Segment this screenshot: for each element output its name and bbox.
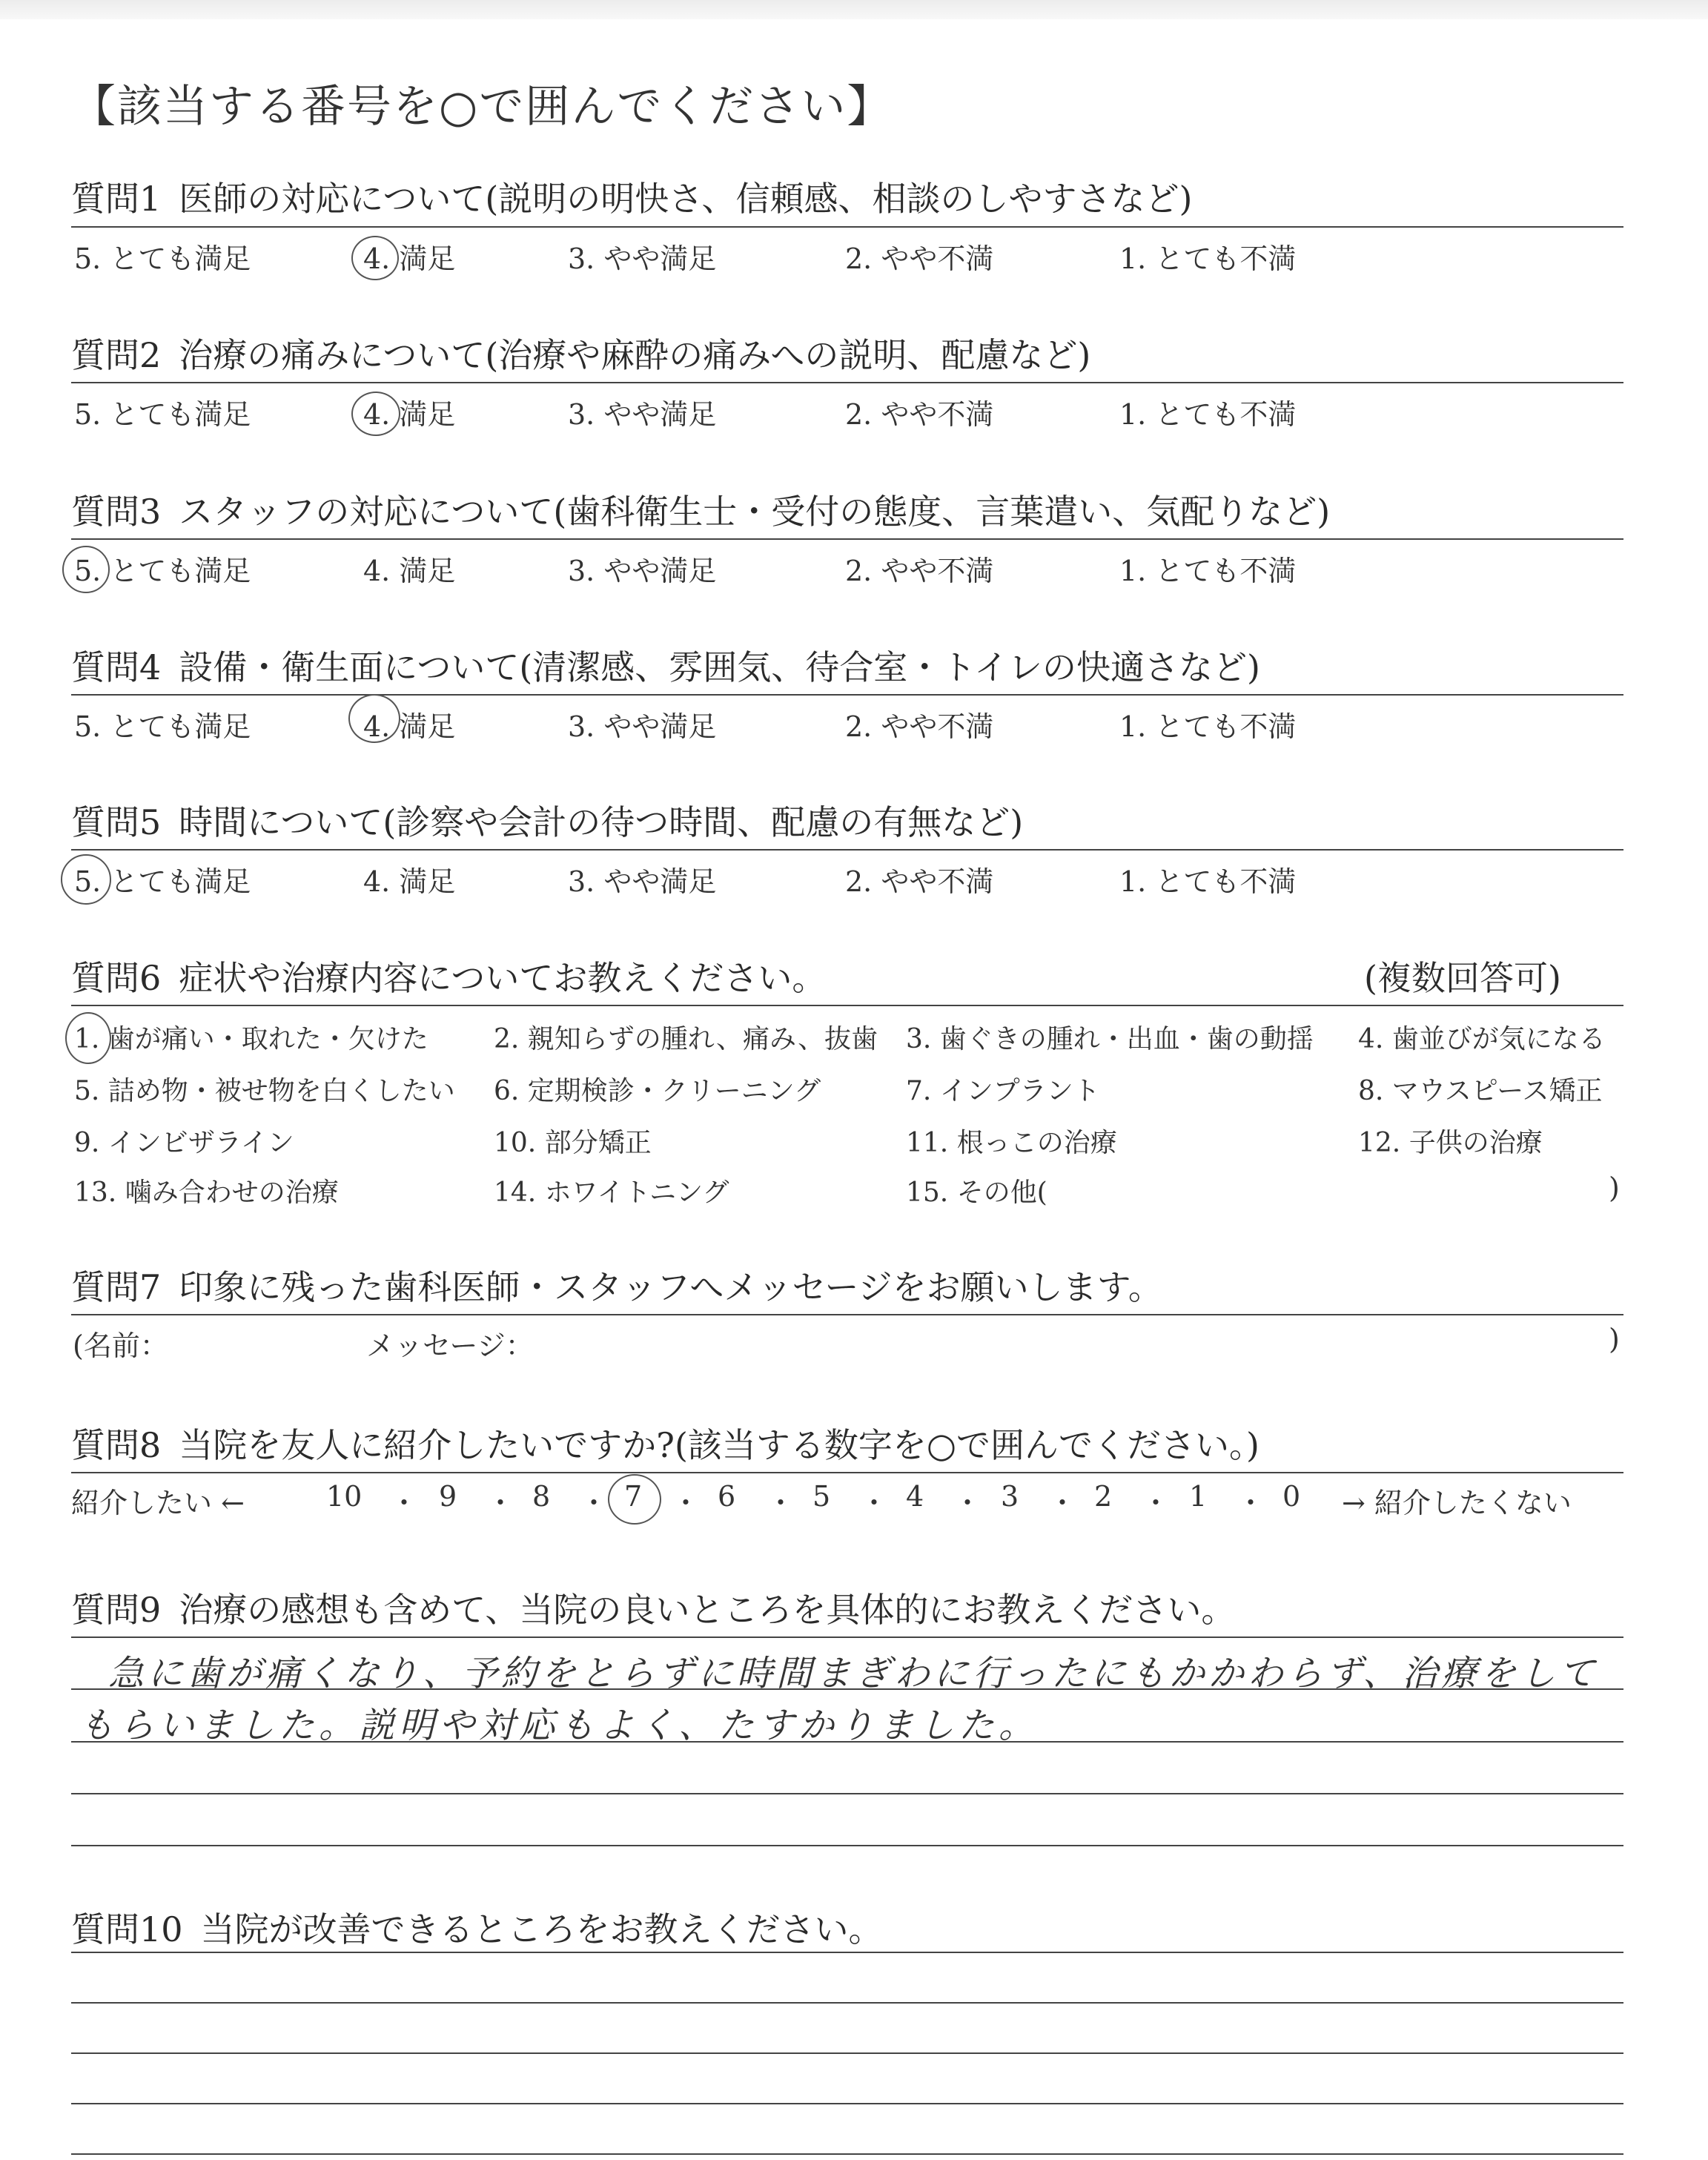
question-2: [71, 328, 1090, 377]
q6-option-2[interactable]: 2. 親知らずの腫れ、痛み、抜歯: [494, 1024, 878, 1054]
question-rule: [71, 1952, 1623, 1953]
scale-dot: ・: [767, 1487, 795, 1519]
question-rule: [71, 694, 1623, 696]
question-rule: [71, 1314, 1623, 1315]
answer-line: [71, 2153, 1623, 2155]
q5-option-3[interactable]: 3. やや満足: [568, 865, 717, 898]
question-text: 当院が改善できるところをお教えください。: [200, 1909, 883, 1949]
question-label: 質問5: [71, 802, 162, 842]
q5-option-1[interactable]: 1. とても不満: [1119, 865, 1297, 898]
scale-dot: ・: [580, 1487, 609, 1519]
question-text: 治療の痛みについて(治療や麻酔の痛みへの説明、配慮など): [179, 335, 1091, 375]
q6-option-8[interactable]: 8. マウスピース矯正: [1358, 1076, 1603, 1106]
scale-dot: ・: [1237, 1487, 1265, 1519]
question-label: 質問1: [71, 179, 162, 219]
q6-option-12[interactable]: 12. 子供の治療: [1358, 1128, 1543, 1158]
q1-option-2[interactable]: 2. やや不満: [845, 242, 994, 275]
q6-option-3[interactable]: 3. 歯ぐきの腫れ・出血・歯の動揺: [906, 1024, 1314, 1054]
question-9: [71, 1583, 1235, 1632]
q6-option-13[interactable]: 13. 噛み合わせの治療: [74, 1178, 339, 1208]
q6-option-11[interactable]: 11. 根っこの治療: [906, 1128, 1117, 1158]
scale-9[interactable]: 9: [439, 1480, 457, 1513]
answer-line: [71, 1845, 1623, 1846]
question-label: 質問7: [71, 1267, 162, 1307]
q2-option-1[interactable]: 1. とても不満: [1119, 398, 1297, 431]
q3-option-2[interactable]: 2. やや不満: [845, 555, 994, 587]
scale-dot: ・: [1048, 1487, 1077, 1519]
q5-option-4[interactable]: 4. 満足: [363, 865, 456, 898]
q6-option-4[interactable]: 4. 歯並びが気になる: [1358, 1024, 1606, 1054]
q6-option-1[interactable]: 1. 歯が痛い・取れた・欠けた: [74, 1024, 428, 1054]
question-rule: [71, 1005, 1623, 1006]
scan-top-band: [0, 0, 1708, 19]
scale-6[interactable]: 6: [718, 1480, 736, 1513]
scale-2[interactable]: 2: [1094, 1480, 1113, 1513]
question-label: 質問2: [71, 335, 162, 375]
question-label: 質問10: [71, 1909, 183, 1949]
question-1: [71, 172, 1192, 221]
scale-left-label: 紹介したい ←: [71, 1487, 245, 1519]
answer-line: [71, 2002, 1623, 2004]
question-rule: [71, 538, 1623, 540]
q1-option-4[interactable]: 4. 満足: [363, 242, 456, 275]
q4-option-1[interactable]: 1. とても不満: [1119, 710, 1297, 743]
scale-dot: ・: [860, 1487, 889, 1519]
scale-dot: ・: [390, 1487, 419, 1519]
q5-option-5[interactable]: 5. とても満足: [74, 865, 251, 898]
question-10: [71, 1903, 883, 1952]
question-rule: [71, 1472, 1623, 1473]
answer-line: [71, 1793, 1623, 1794]
scale-3[interactable]: 3: [1001, 1480, 1019, 1513]
q1-option-5[interactable]: 5. とても満足: [74, 242, 251, 275]
scale-dot: ・: [486, 1487, 515, 1519]
scale-8[interactable]: 8: [532, 1480, 551, 1513]
q1-option-1[interactable]: 1. とても不満: [1119, 242, 1297, 275]
message-close-paren: ): [1609, 1323, 1620, 1355]
question-text: 印象に残った歯科医師・スタッフへメッセージをお願いします。: [179, 1267, 1162, 1307]
question-text: 時間について(診察や会計の待つ時間、配慮の有無など): [179, 802, 1024, 842]
scale-4[interactable]: 4: [906, 1480, 924, 1513]
q3-option-5[interactable]: 5. とても満足: [74, 555, 251, 587]
question-label: 質問8: [71, 1425, 162, 1465]
q6-option-10[interactable]: 10. 部分矯正: [494, 1128, 652, 1158]
q6-option-5[interactable]: 5. 詰め物・被せ物を白くしたい: [74, 1076, 455, 1106]
handwritten-answer-line-1: 急に歯が痛くなり、予約をとらずに時間まぎわに行ったにもかかわらず、治療をして: [108, 1653, 1599, 1694]
question-text: 設備・衛生面について(清潔感、雰囲気、待合室・トイレの快適さなど): [179, 647, 1260, 687]
question-label: 質問9: [71, 1590, 162, 1630]
scale-right-label: → 紹介したくない: [1342, 1487, 1572, 1519]
question-7: [71, 1261, 1162, 1309]
form-instruction-header: 【該当する番号を○で囲んでください】: [71, 81, 893, 133]
question-5: [71, 796, 1023, 845]
q2-option-3[interactable]: 3. やや満足: [568, 398, 717, 431]
question-rule: [71, 1636, 1623, 1638]
q4-option-4[interactable]: 4. 満足: [363, 710, 456, 743]
q6-option-14[interactable]: 14. ホワイトニング: [494, 1178, 729, 1208]
question-label: 質問4: [71, 647, 162, 687]
question-text: 治療の感想も含めて、当院の良いところを具体的にお教えください。: [179, 1590, 1236, 1630]
question-3: [71, 485, 1330, 534]
question-8: [71, 1418, 1260, 1467]
scale-10[interactable]: 10: [326, 1480, 363, 1513]
q4-option-5[interactable]: 5. とても満足: [74, 710, 251, 743]
multiple-answers-note: (複数回答可): [1364, 958, 1561, 998]
question-6: [71, 951, 826, 1000]
q2-option-5[interactable]: 5. とても満足: [74, 398, 251, 431]
scale-7[interactable]: 7: [624, 1480, 643, 1513]
q3-option-3[interactable]: 3. やや満足: [568, 555, 717, 587]
scale-1[interactable]: 1: [1189, 1480, 1208, 1513]
q6-option-6[interactable]: 6. 定期検診・クリーニング: [494, 1076, 821, 1106]
q5-option-2[interactable]: 2. やや不満: [845, 865, 994, 898]
question-text: 症状や治療内容についてお教えください。: [179, 958, 827, 998]
q6-option-9[interactable]: 9. インビザライン: [74, 1128, 294, 1158]
name-field-label: (名前：: [73, 1330, 168, 1362]
q6-option-15-other[interactable]: 15. その他(: [906, 1178, 1047, 1208]
answer-line: [71, 2052, 1623, 2054]
q3-option-4[interactable]: 4. 満足: [363, 555, 456, 587]
q3-option-1[interactable]: 1. とても不満: [1119, 555, 1297, 587]
q4-option-3[interactable]: 3. やや満足: [568, 710, 717, 743]
question-4: [71, 641, 1260, 690]
scale-dot: ・: [1142, 1487, 1171, 1519]
q2-option-2[interactable]: 2. やや不満: [845, 398, 994, 431]
message-field-label: メッセージ：: [366, 1330, 534, 1362]
scale-0[interactable]: 0: [1282, 1480, 1301, 1513]
scale-dot: ・: [953, 1487, 982, 1519]
question-label: 質問3: [71, 492, 162, 532]
question-text: 医師の対応について(説明の明快さ、信頼感、相談のしやすさなど): [179, 179, 1193, 219]
question-rule: [71, 226, 1623, 228]
other-close-paren: ): [1609, 1172, 1620, 1204]
question-text: 当院を友人に紹介したいですか?(該当する数字を○で囲んでください。): [179, 1425, 1260, 1465]
answer-line: [71, 2103, 1623, 2104]
q1-option-3[interactable]: 3. やや満足: [568, 242, 717, 275]
q2-option-4[interactable]: 4. 満足: [363, 398, 456, 431]
scale-5[interactable]: 5: [812, 1480, 831, 1513]
question-label: 質問6: [71, 958, 162, 998]
scale-dot: ・: [672, 1487, 701, 1519]
handwritten-answer-line-2: もらいました。説明や対応もよく、たすかりました。: [79, 1705, 1039, 1746]
question-rule: [71, 849, 1623, 851]
q4-option-2[interactable]: 2. やや不満: [845, 710, 994, 743]
question-text: スタッフの対応について(歯科衛生士・受付の態度、言葉遣い、気配りなど): [179, 492, 1331, 532]
q6-option-7[interactable]: 7. インプラント: [906, 1076, 1100, 1106]
question-rule: [71, 382, 1623, 383]
